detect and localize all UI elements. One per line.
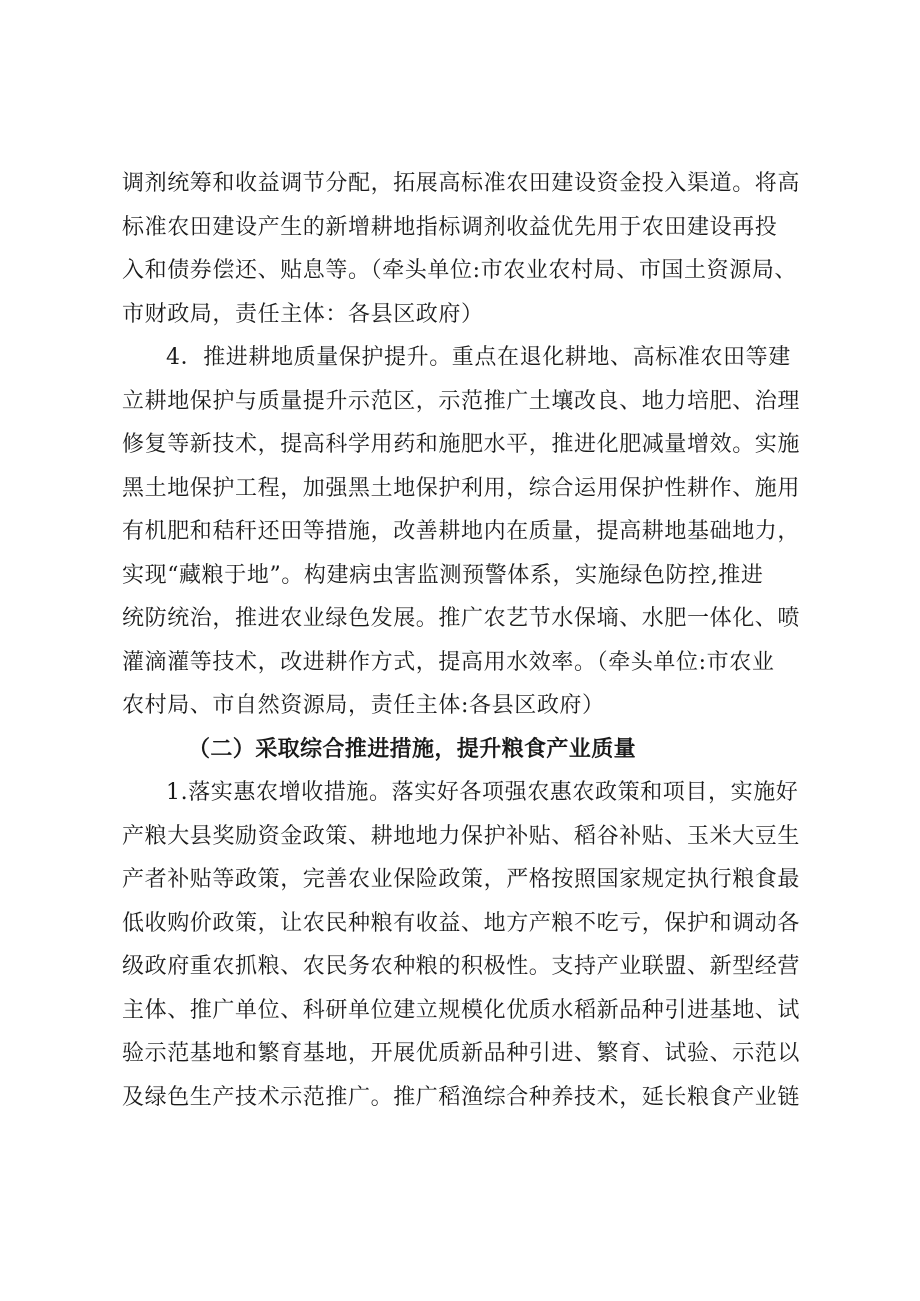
text-line: 实现“藏粮于地”。构建病虫害监测预警体系，实施绿色防控,推进 (122, 562, 764, 588)
text-line: 主体、推广单位、科研单位建立规模化优质水稻新品种引进基地、试 (122, 997, 801, 1023)
paragraph-start-line: 1.落实惠农增收措施。落实好各项强农惠农政策和项目，实施好 (166, 780, 799, 805)
text-line: 灌滴灌等技术，改进耕作方式，提高用水效率。（牵头单位:市农业 (122, 649, 775, 675)
text-line: 产粮大县奖励资金政策、耕地地力保护补贴、稻谷补贴、玉米大豆生 (122, 823, 801, 849)
paragraph-start-line: 4．推进耕地质量保护提升。重点在退化耕地、高标准农田等建 (166, 345, 791, 370)
text-line: 标准农田建设产生的新增耕地指标调剂收益优先用于农田建设再投 (122, 214, 778, 240)
text-line: 调剂统筹和收益调节分配，拓展高标准农田建设资金投入渠道。将高 (122, 171, 801, 196)
text-line: 及绿色生产技术示范推广。推广稻渔综合种养技术，延长粮食产业链 (122, 1084, 801, 1110)
text-line: 入和债券偿还、贴息等。（牵头单位:市农业农村局、市国土资源局、 (122, 258, 798, 283)
text-line: 黑土地保护工程，加强黑土地保护利用，综合运用保护性耕作、施用 (122, 475, 801, 501)
text-line: 修复等新技术，提高科学用药和施肥水平，推进化肥减量增效。实施 (122, 432, 801, 457)
text-line: 农村局、市自然资源局，责任主体:各县区政府） (122, 693, 605, 718)
text-line: 级政府重农抓粮、农民务农种粮的积极性。支持产业联盟、新型经营 (122, 954, 801, 979)
body-text (122, 162, 822, 1119)
text-line: 市财政局，责任主体：各县区政府） (122, 301, 484, 327)
text-line: 低收购价政策，让农民种粮有收益、地方产粮不吃亏，保护和调动各 (122, 910, 801, 936)
text-line: 立耕地保护与质量提升示范区，示范推广土壤改良、地力培肥、治理 (122, 388, 801, 414)
text-line: 统防统治，推进农业绿色发展。推广农艺节水保墒、水肥一体化、喷 (122, 606, 801, 631)
text-line: 产者补贴等政策，完善农业保险政策，严格按照国家规定执行粮食最 (122, 867, 801, 892)
text-line: 验示范基地和繁育基地，开展优质新品种引进、繁育、试验、示范以 (122, 1041, 801, 1066)
text-line: 有机肥和秸秆还田等措施，改善耕地内在质量，提高耕地基础地力， (122, 519, 801, 544)
section-heading: （二）采取综合推进措施，提升粮食产业质量 (188, 736, 637, 762)
